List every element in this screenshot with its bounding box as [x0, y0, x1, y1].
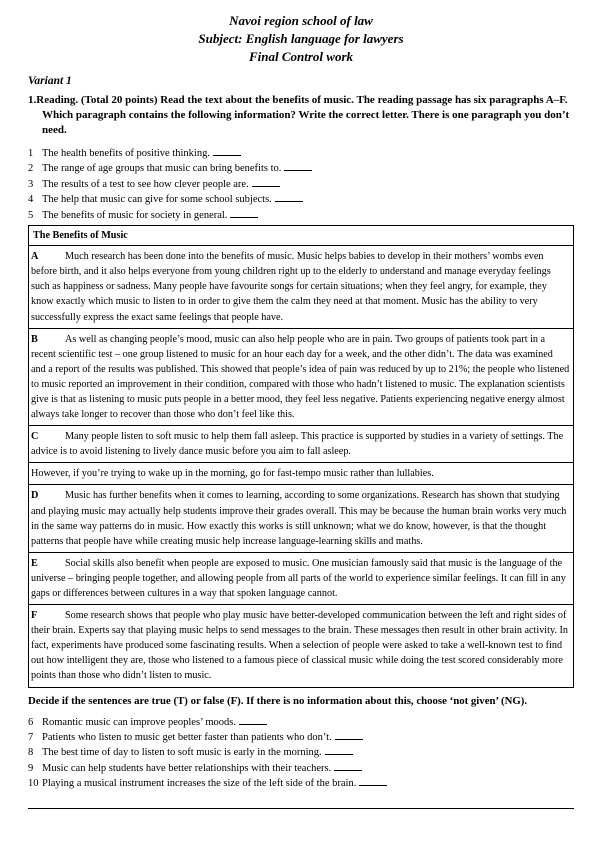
passage-paragraph: [29, 553, 573, 605]
question-text: Music can help students have better relationships with their teachers.: [42, 761, 362, 776]
task1-question-list: [28, 146, 574, 223]
question-item: [28, 177, 574, 192]
passage-paragraph: [29, 605, 573, 686]
footer-divider: [28, 808, 574, 809]
paragraph-letter: F: [31, 610, 38, 622]
question-number: 8: [28, 747, 34, 759]
paragraph-text: Much research has been done into the benefits of music. Music helps babies to develop in their mothers’ wombs even before birth, and it also helps everyone from young children right up to the elderly to understand and manage everyday feelings such as happiness or sadness. Many people have favourite songs for certain situations; when they feel angry, for example, they know exactly which music to listen to in order to give them the calm they need at that moment. Music has the ability to very successfully express the exact same feelings that people have.: [31, 251, 551, 323]
paragraph-text: However, if you’re trying to wake up in the morning, go for fast-tempo music rather than lullabies.: [31, 468, 434, 480]
question-item: [28, 715, 574, 730]
question-text: The health benefits of positive thinking.: [42, 146, 241, 161]
question-text: The best time of day to listen to soft music is early in the morning.: [42, 745, 353, 760]
question-item: [28, 161, 574, 176]
passage-paragraph: [29, 426, 573, 463]
paragraph-text: Many people listen to soft music to help them fall asleep. This practice is supported by studies in a variety of settings. The advice is to avoid listening to lively dance music before you aim to fall asleep.: [31, 431, 564, 458]
answer-blank[interactable]: [334, 761, 362, 771]
question-text: Playing a musical instrument increases the size of the left side of the brain.: [42, 776, 387, 791]
question-number: 5: [28, 209, 34, 221]
question-item: [28, 146, 574, 161]
passage-paragraph: [29, 329, 573, 427]
document-page: [28, 12, 574, 792]
task2-question-list: [28, 715, 574, 792]
question-text: The results of a test to see how clever people are.: [42, 177, 280, 192]
question-number: 1: [28, 148, 34, 159]
passage-paragraph: [29, 246, 573, 328]
question-number: 9: [28, 762, 34, 774]
question-item: [28, 745, 574, 760]
answer-blank[interactable]: [335, 730, 363, 740]
question-number: 4: [28, 194, 34, 206]
question-text: Patients who listen to music get better faster than patients who don’t.: [42, 730, 363, 745]
paragraph-text: As well as changing people’s mood, music can also help people who are in pain. Two groups of patients took part in a recent scientific test – one group listened to music for an hour each day for a week, and the other didn’t. The data was examined and a report of the results was published. This showed that people’s idea of pain was reduced by up to 21%; the people who listened to music reported an improvement in their condition, compared with those who hadn’t listened to music. The explanation scientists give is that as listening to music puts people in a better mood, they feel less negative. Patients experiencing negative energy almost always take longer to recover than those who don’t feel like this.: [31, 333, 570, 421]
answer-blank[interactable]: [230, 208, 258, 218]
answer-blank[interactable]: [325, 745, 353, 755]
question-item: [28, 192, 574, 207]
question-text: The benefits of music for society in general.: [42, 208, 258, 223]
question-number: 6: [28, 716, 34, 728]
answer-blank[interactable]: [275, 192, 303, 202]
variant-label: Variant 1: [28, 75, 72, 87]
question-number: 10: [28, 778, 39, 790]
question-text: Romantic music can improve peoples’ moods.: [42, 715, 267, 730]
question-number: 3: [28, 178, 34, 190]
question-number: 2: [28, 163, 34, 175]
question-item: [28, 730, 574, 745]
paragraph-letter: A: [31, 251, 39, 263]
question-item: [28, 776, 574, 791]
passage-paragraph: [29, 485, 573, 552]
answer-blank[interactable]: [213, 146, 241, 156]
question-text: The help that music can give for some school subjects.: [42, 192, 303, 207]
answer-blank[interactable]: [359, 776, 387, 786]
work-title: Final Control work: [248, 49, 354, 64]
paragraph-letter: B: [31, 333, 38, 345]
paragraph-letter: C: [31, 431, 39, 443]
question-item: [28, 208, 574, 223]
paragraph-text: Music has further benefits when it comes to learning, according to some organizations. Research has shown that studying and playing music may actually help students improve their grades overall. This may be because the human brain works very much in the same way patterns do in music. How exactly this works is still unknown; what we do know, however, is that the thought patterns that people have while creating music help increase language-learning skills and maths.: [31, 490, 567, 547]
answer-blank[interactable]: [284, 161, 312, 171]
passage-paragraph: [29, 463, 573, 485]
task1-instructions: 1.Reading. (Total 20 points) Read the text about the benefits of music. The reading passage has six paragraphs A–F. Which paragraph contains the following information? Write the correct letter. There is one paragraph you don’t need.: [28, 94, 570, 136]
document-header: [28, 12, 574, 66]
question-number: 7: [28, 731, 34, 743]
school-name: Navoi region school of law: [229, 13, 373, 28]
passage-title: The Benefits of Music: [29, 226, 573, 246]
reading-passage-box: [28, 225, 574, 688]
paragraph-text: Social skills also benefit when people are exposed to music. One musician famously said that music is the language of the universe – bringing people together, and allowing people from all parts of the world to experience similar feelings. It can fill in any gaps or differences between cultures in a way that spoken language cannot.: [31, 557, 566, 599]
answer-blank[interactable]: [252, 177, 280, 187]
paragraph-letter: D: [31, 490, 39, 502]
subject-title: Subject: English language for lawyers: [198, 31, 404, 46]
paragraph-text: Some research shows that people who play music have better-developed communication between the left and right sides of their brain. Experts say that playing music helps to send messages to the brain. These messages then result in other brain activity. In fact, experiments have produced some fascinating results. When a selection of people were asked to take a well-known test to find out how intelligent they are, those who listened to a famous piece of classical music while doing the test scored considerably more points than those who didn’t listen to music.: [31, 610, 568, 682]
question-text: The range of age groups that music can bring benefits to.: [42, 161, 312, 176]
answer-blank[interactable]: [239, 715, 267, 725]
paragraph-letter: E: [31, 557, 38, 569]
question-item: [28, 761, 574, 776]
task2-instructions: Decide if the sentences are true (T) or false (F). If there is no information about this, choose ‘not given’ (NG).: [28, 694, 528, 707]
